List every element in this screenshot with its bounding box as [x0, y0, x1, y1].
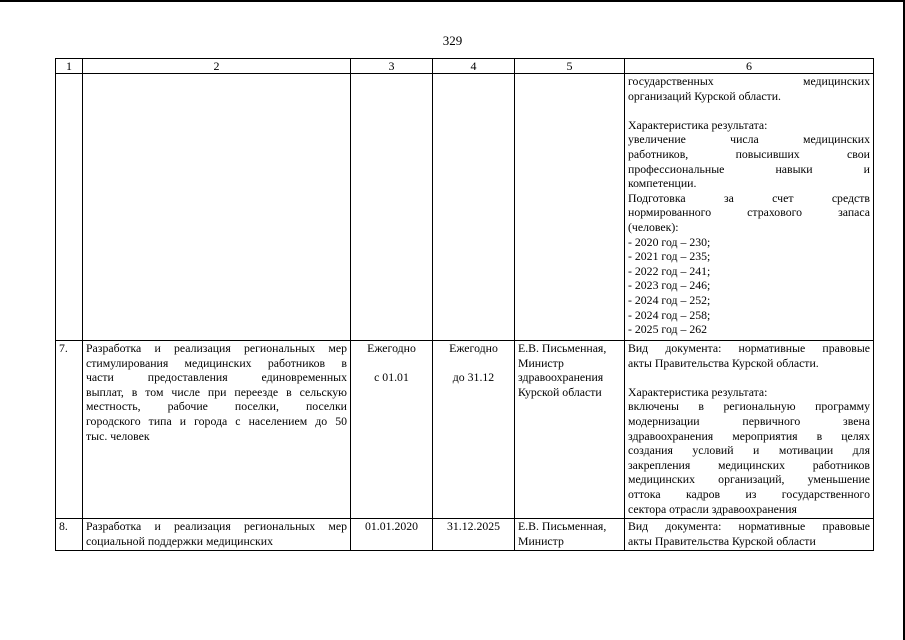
- start-date-cell: [351, 341, 433, 519]
- description-line: городского типа и города с населением до 50: [86, 413, 347, 428]
- description-line: стимулирования медицинских работников в: [86, 355, 347, 370]
- responsible-line: Министр: [518, 355, 564, 370]
- page-top-edge: [0, 0, 905, 2]
- cont-col-4: [433, 74, 515, 341]
- measure-description: [83, 519, 351, 551]
- cont-col-5: [515, 74, 625, 341]
- end-date-line: Ежегодно: [449, 341, 498, 355]
- result-text-line: Вид документа: нормативные правовые: [628, 341, 870, 355]
- row-number: 8.: [56, 519, 83, 551]
- description-line: тыс. человек: [86, 428, 150, 443]
- responsible-line: Министр: [518, 533, 564, 548]
- responsible-cell: [515, 341, 625, 519]
- description-line: местность, рабочие поселки, поселки: [86, 399, 347, 414]
- result-text-line: государственных медицинских: [628, 74, 870, 88]
- description-line: выплат, в том числе при переезде в сельскую: [86, 384, 347, 399]
- table-row-continuation: [56, 74, 874, 341]
- row-number: 7.: [56, 341, 83, 519]
- result-text-line: медицинских организаций, уменьшение: [628, 472, 870, 487]
- result-text-line: - 2020 год – 230;: [628, 234, 711, 249]
- result-text-line: Подготовка за счет средств: [628, 190, 870, 205]
- table-row-8: [56, 519, 874, 551]
- header-col-2: 2: [83, 59, 351, 74]
- result-text-line: профессиональные навыки и: [628, 161, 870, 176]
- result-text-line: работников, повысивших свои: [628, 146, 870, 161]
- result-text-line: - 2023 год – 246;: [628, 278, 711, 293]
- header-col-1: 1: [56, 59, 83, 74]
- description-line: части предоставления единовременных: [86, 370, 347, 385]
- table-row-7: [56, 341, 874, 519]
- description-line: Разработка и реализация региональных мер: [86, 341, 347, 355]
- start-date-line: Ежегодно: [367, 341, 416, 355]
- result-text-line: (человек):: [628, 219, 679, 234]
- start-date-line: с 01.01: [374, 370, 409, 385]
- result-text-line: - 2024 год – 258;: [628, 307, 711, 322]
- result-text-line: Вид документа: нормативные правовые: [628, 519, 870, 533]
- cont-col-3: [351, 74, 433, 341]
- result-text-line: сектора отрасли здравоохранения: [628, 501, 797, 516]
- start-date-cell: 01.01.2020: [351, 519, 433, 551]
- blank-line: [436, 356, 511, 371]
- header-col-3: 3: [351, 59, 433, 74]
- result-text-line: акты Правительства Курской области: [628, 533, 816, 548]
- responsible-line: Е.В. Письменная,: [518, 341, 607, 355]
- table-header-row: [56, 59, 874, 74]
- result-text-line: - 2021 год – 235;: [628, 249, 711, 264]
- result-text-line: здравоохранения мероприятия в целях: [628, 428, 870, 443]
- responsible-line: Е.В. Письменная,: [518, 519, 607, 533]
- end-date-line: до 31.12: [452, 370, 495, 385]
- header-col-5: 5: [515, 59, 625, 74]
- result-text-line: Характеристика результата:: [628, 117, 768, 132]
- result-text-line: включены в региональную программу: [628, 399, 870, 414]
- blank-line: [354, 356, 429, 371]
- result-text-line: компетенции.: [628, 176, 697, 191]
- responsible-cell: [515, 519, 625, 551]
- result-text-line: модернизации первичного звена: [628, 413, 870, 428]
- cont-col-2: [83, 74, 351, 341]
- responsible-line: Курской области: [518, 384, 602, 399]
- end-date-cell: [433, 341, 515, 519]
- end-date-cell: 31.12.2025: [433, 519, 515, 551]
- result-cell: [625, 519, 874, 551]
- result-text-line: - 2025 год – 262: [628, 322, 708, 337]
- responsible-line: здравоохранения: [518, 370, 604, 385]
- measures-table: [55, 58, 874, 551]
- result-text-line: организаций Курской области.: [628, 88, 781, 103]
- measure-description: [83, 341, 351, 519]
- page-number: 329: [442, 33, 463, 48]
- result-text-line: оттока кадров из государственного: [628, 486, 870, 501]
- header-col-4: 4: [433, 59, 515, 74]
- result-text-line: создания условий и мотивации для: [628, 443, 870, 458]
- result-text-line: - 2024 год – 252;: [628, 292, 711, 307]
- result-text-line: закрепления медицинских работников: [628, 457, 870, 472]
- result-text-line: Характеристика результата:: [628, 384, 768, 399]
- result-text-line: нормированного страхового запаса: [628, 205, 870, 220]
- blank-line: [628, 370, 870, 385]
- result-cell: [625, 341, 874, 519]
- result-text-line: - 2022 год – 241;: [628, 263, 711, 278]
- header-col-6: 6: [625, 59, 874, 74]
- cont-col-1: [56, 74, 83, 341]
- description-line: Разработка и реализация региональных мер: [86, 519, 347, 533]
- result-text-line: увеличение числа медицинских: [628, 132, 870, 147]
- blank-line: [628, 103, 870, 118]
- result-text-line: акты Правительства Курской области.: [628, 355, 819, 370]
- description-line: социальной поддержки медицинских: [86, 533, 273, 548]
- cont-result-cell: [625, 74, 874, 341]
